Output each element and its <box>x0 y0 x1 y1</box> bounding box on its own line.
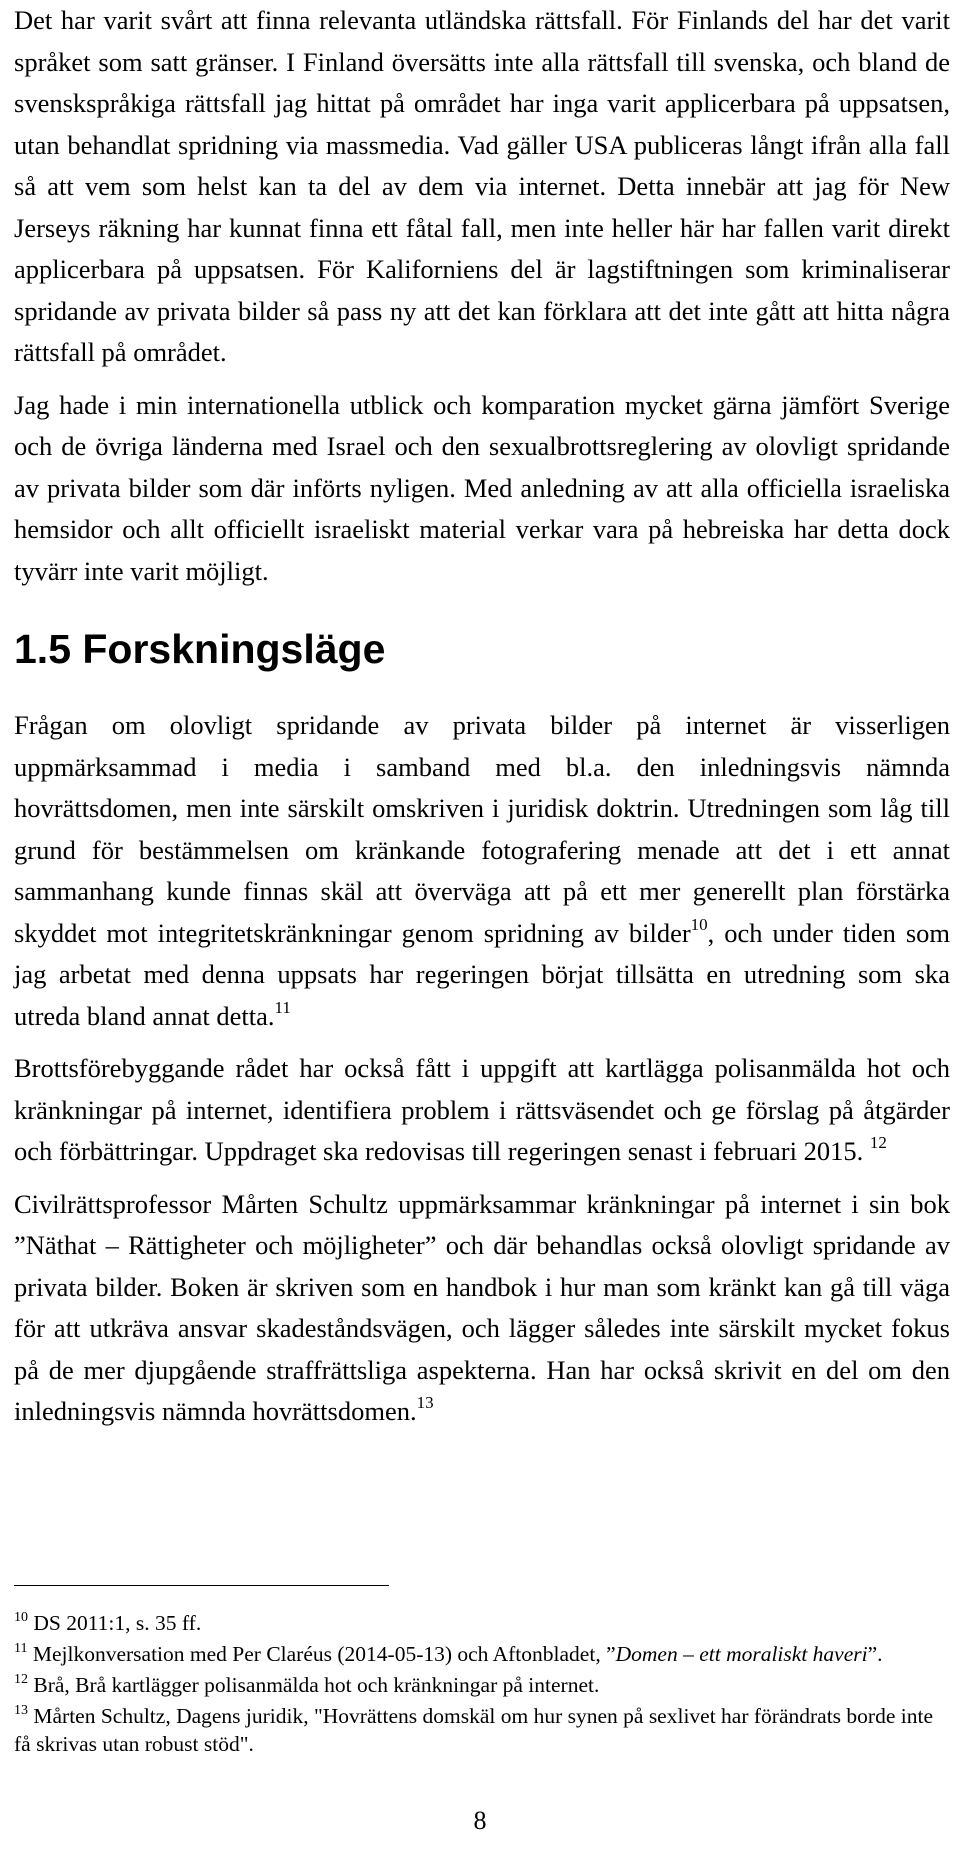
footnote-text: ”. <box>867 1642 883 1666</box>
text-segment: , och under tiden som jag arbetat med denna uppsats har regeringen börjat tillsätta en utredning som ska utreda bland annat detta. <box>14 917 951 1031</box>
footnote-ref-10[interactable]: 10 <box>690 914 708 934</box>
footnote-11 <box>14 1640 950 1668</box>
paragraph-israel: Jag hade i min internationella utblick och komparation mycket gärna jämfört Sverige och de övriga länderna med Israel och den sexualbrottsreglering av olovligt spridande av privata bilder som där införts nyligen. Med anledning av att alla officiella israeliska hemsidor och allt officiellt israeliskt material verkar vara på hebreiska har detta dock tyvärr inte varit möjligt. <box>14 389 950 586</box>
footnote-10 <box>14 1609 950 1637</box>
footnote-ref-13[interactable]: 13 <box>416 1393 434 1412</box>
paragraph-schultz <box>14 1184 950 1433</box>
footnote-ref-12[interactable]: 12 <box>869 1133 887 1152</box>
footnote-text: DS 2011:1, s. 35 ff. <box>33 1611 202 1635</box>
footnote-number: 12 <box>14 1672 28 1687</box>
footnotes <box>14 1585 950 1761</box>
text-segment: Civilrättsprofessor Mårten Schultz uppmärksammar kränkningar på internet i sin bok ”Näthat – Rättigheter och möjligheter” och där behandlas också olovligt spridande av privata bilder. Boken är skriven som en handbok i hur man som kränkt kan gå till väga för att utkräva ansvar skadeståndsvägen, och lägger således inte särskilt mycket fokus på de mer djupgående straffrättsliga aspekterna. Han har också skrivit en del om den inledningsvis nämnda hovrättsdomen. <box>14 1188 950 1426</box>
footnote-text: Mejlkonversation med Per Claréus (2014-05-13) och Aftonbladet, ” <box>32 1642 616 1666</box>
footnote-text: Brå, Brå kartlägger polisanmälda hot och kränkningar på internet. <box>33 1673 600 1697</box>
section-heading: 1.5 Forskningsläge <box>14 626 386 672</box>
body-text <box>14 0 950 1433</box>
footnote-number: 11 <box>14 1641 28 1656</box>
paragraph-research-status <box>14 705 950 1037</box>
text-segment: Frågan om olovligt spridande av privata bilder på internet är visserligen uppmärksammad i media i samband med bl.a. den inledningsvis nämnda hovrättsdomen, men inte särskilt omskriven i juridisk doktrin. Utredningen som låg till grund för bestämmelsen om kränkande fotografering menade att det i ett annat sammanhang kunde finnas skäl att överväga att på ett mer generellt plan förstärka skyddet mot integritetskränkningar genom spridning av bilder <box>14 710 950 948</box>
footnote-number: 10 <box>14 1610 28 1625</box>
footnote-number: 13 <box>14 1703 28 1718</box>
page-number: 8 <box>473 1806 487 1835</box>
text-segment: Brottsförebyggande rådet har också fått i uppgift att kartlägga polisanmälda hot och kränkningar på internet, identifiera problem i rättsväsendet och ge förslag på åtgärder och förbättringar. Uppdraget ska redovisas till regeringen senast i februari 2015. <box>14 1053 950 1166</box>
paragraph-bra <box>14 1048 950 1173</box>
footnote-title: Domen – ett moraliskt haveri <box>615 1642 868 1666</box>
footnote-13 <box>14 1702 950 1758</box>
footnote-12 <box>14 1671 950 1699</box>
paragraph-foreign-cases: Det har varit svårt att finna relevanta utländska rättsfall. För Finlands del har det varit språket som satt gränser. I Finland översätts inte alla rättsfall till svenska, och bland de svenskspråkiga rättsfall jag hittat på området har inga varit applicerbara på uppsatsen, utan behandlat spridning via massmedia. Vad gäller USA publiceras långt ifrån alla fall så att vem som helst kan ta del av dem via internet. Detta innebär att jag för New Jerseys räkning har kunnat finna ett fåtal fall, men inte heller här har fallen varit direkt applicerbara på uppsatsen. För Kaliforniens del är lagstiftningen som kriminaliserar spridande av privata bilder så pass ny att det kan förklara att det inte gått att hitta några rättsfall på området. <box>14 5 950 367</box>
footnote-ref-11[interactable]: 11 <box>274 997 291 1017</box>
footnote-text: Mårten Schultz, Dagens juridik, "Hovrättens domskäl om hur synen på sexlivet har förändrats borde inte få skrivas utan robust stöd". <box>14 1704 933 1756</box>
footnote-separator <box>14 1585 389 1586</box>
